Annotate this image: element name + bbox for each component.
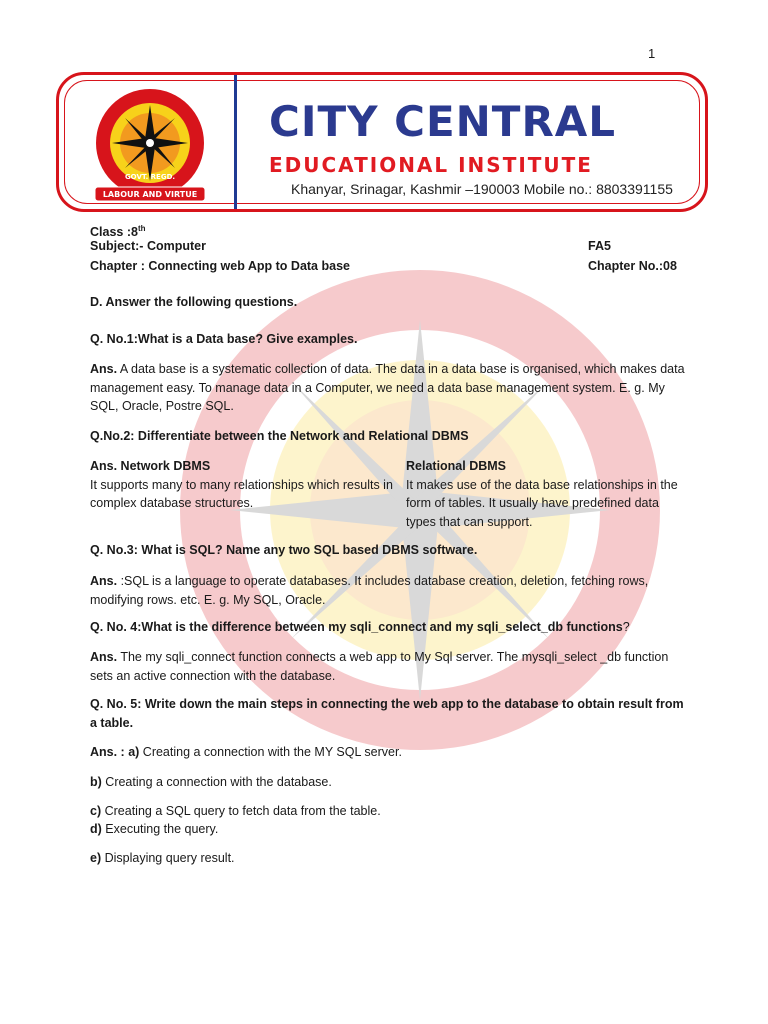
page-number: 1 bbox=[648, 46, 656, 61]
q2-relational-dbms: Relational DBMS It makes use of the data base relationships in the form of tables. It usually have predefined data types that can support. bbox=[406, 459, 678, 529]
q5-step-d: d) Executing the query. bbox=[90, 822, 219, 836]
q3-answer: Ans. :SQL is a language to operate databases. It includes database creation, deletion, fetching rows, modifying rows. etc. E. g. My SQL, Oracle. bbox=[90, 574, 649, 607]
q5-step-c: c) Creating a SQL query to fetch data from the table. bbox=[90, 804, 381, 818]
institute-address: Khanyar, Srinagar, Kashmir –190003 Mobile no.: 8803391155 bbox=[291, 181, 673, 197]
class-line: Class :8th bbox=[90, 224, 146, 240]
svg-text:GOVT. REGD.: GOVT. REGD. bbox=[124, 173, 176, 181]
chapter-line: Chapter : Connecting web App to Data base bbox=[90, 259, 350, 273]
institute-title: CITY CENTRAL bbox=[269, 97, 617, 146]
q5-step-a: Ans. : a) Creating a connection with the MY SQL server. bbox=[90, 745, 402, 759]
subject-line: Subject:- Computer bbox=[90, 239, 206, 253]
institute-subtitle: EDUCATIONAL INSTITUTE bbox=[269, 153, 593, 177]
q3-question: Q. No.3: What is SQL? Name any two SQL based DBMS software. bbox=[90, 543, 478, 557]
q1-question: Q. No.1:What is a Data base? Give examples. bbox=[90, 332, 358, 346]
q2-network-dbms: Ans. Network DBMS It supports many to many relationships which results in complex database structures. bbox=[90, 459, 393, 510]
svg-text:LABOUR AND VIRTUE: LABOUR AND VIRTUE bbox=[102, 190, 198, 199]
q2-question: Q.No.2: Differentiate between the Network and Relational DBMS bbox=[90, 429, 469, 443]
q1-answer: Ans. A data base is a systematic collection of data. The data in a data base is organised, which makes data management easy. To manage data in a Computer, we need a data base management system. E. g. My SQL, Oracle, Postre SQL. bbox=[90, 362, 685, 413]
q5-question: Q. No. 5: Write down the main steps in connecting the web app to the database to obtain result from a table. bbox=[90, 697, 684, 730]
chapter-number: Chapter No.:08 bbox=[588, 259, 677, 273]
q5-step-b: b) Creating a connection with the database. bbox=[90, 775, 332, 789]
header-divider bbox=[234, 75, 237, 209]
q4-answer: Ans. The my sqli_connect function connects a web app to My Sql server. The mysqli_select _db function sets an active connection with the database. bbox=[90, 650, 669, 683]
header-banner bbox=[56, 72, 708, 212]
section-title: D. Answer the following questions. bbox=[90, 295, 298, 309]
institute-logo bbox=[75, 87, 225, 205]
fa-label: FA5 bbox=[588, 239, 611, 253]
q4-question: Q. No. 4:What is the difference between my sqli_connect and my sqli_select_db functions? bbox=[90, 620, 630, 634]
q5-step-e: e) Displaying query result. bbox=[90, 851, 235, 865]
